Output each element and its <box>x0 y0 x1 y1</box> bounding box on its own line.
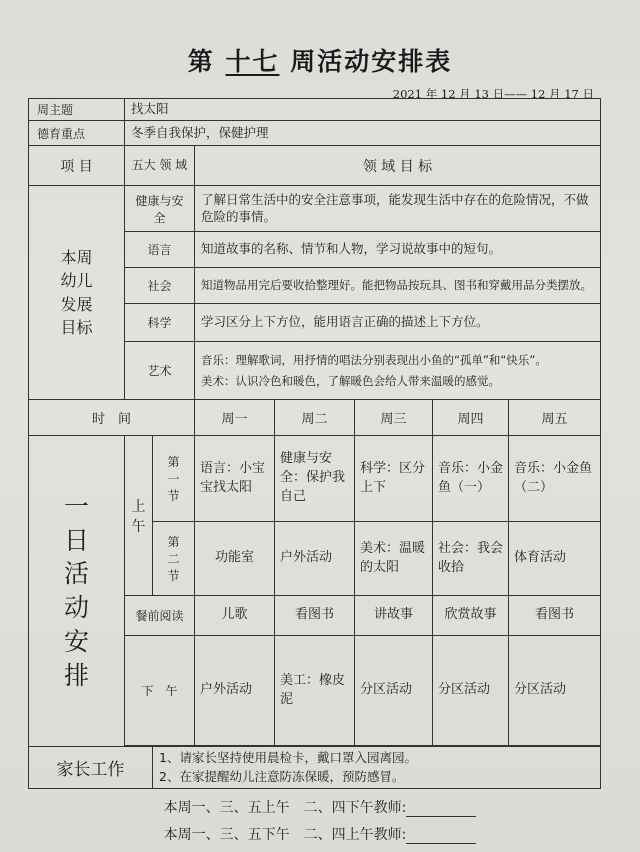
premeal-label: 餐前阅读 <box>125 596 195 636</box>
moral-value: 冬季自我保护，保健护理 <box>125 121 601 146</box>
domain-row <box>29 186 601 232</box>
thu-afternoon: 分区活动 <box>433 636 509 746</box>
morning-label: 上午 <box>125 436 153 596</box>
afternoon-label: 下 午 <box>125 636 195 746</box>
item-header: 项 目 <box>29 146 125 186</box>
parent-label: 家长工作 <box>29 747 153 789</box>
fri-afternoon: 分区活动 <box>509 636 601 746</box>
page-title: 第 十七 周活动安排表 <box>187 47 453 76</box>
time-header: 时 间 <box>29 400 195 436</box>
day-thu: 周四 <box>433 400 509 436</box>
tue-afternoon: 美工：橡皮泥 <box>275 636 355 746</box>
domains-header: 五大 领 域 <box>125 146 195 186</box>
parent-item: 1、请家长坚持使用晨检卡，戴口罩入园离园。 <box>159 750 417 766</box>
domain-social: 社会 <box>125 268 195 304</box>
parent-item: 2、在家提醒幼儿注意防冻保暖，预防感冒。 <box>159 768 405 784</box>
parent-row <box>29 747 601 789</box>
thu-session2: 社会：我会收拾 <box>433 522 509 596</box>
fri-session2: 体育活动 <box>509 522 601 596</box>
wed-session1: 科学：区分上下 <box>355 436 433 522</box>
goal-science: 学习区分上下方位，能用语言正确的描述上下方位。 <box>195 304 601 342</box>
day-mon: 周一 <box>195 400 275 436</box>
mon-session1: 语言：小宝宝找太阳 <box>195 436 275 522</box>
day-header-row <box>29 400 601 436</box>
tue-session2: 户外活动 <box>275 522 355 596</box>
goal-art-music: 音乐：理解歌词，用抒情的唱法分别表现出小鱼的“孤单”和“快乐”。 <box>201 352 547 367</box>
domain-language: 语言 <box>125 232 195 268</box>
mon-afternoon: 户外活动 <box>195 636 275 746</box>
moral-row <box>29 121 601 146</box>
header-row <box>29 146 601 186</box>
parent-items <box>153 747 601 789</box>
domain-science: 科学 <box>125 304 195 342</box>
daily-schedule-label: 一日活动安排 <box>29 436 125 747</box>
theme-row <box>29 99 601 121</box>
section1-label: 第一节 <box>153 436 195 522</box>
domain-health: 健康与安全 <box>125 186 195 232</box>
domain-art: 艺术 <box>125 342 195 400</box>
day-fri: 周五 <box>509 400 601 436</box>
mon-premeal: 儿歌 <box>195 596 275 636</box>
fri-session1: 音乐：小金鱼（二） <box>509 436 601 522</box>
wed-afternoon: 分区活动 <box>355 636 433 746</box>
footer-line-2: 本周一、三、五下午 二、四上午教师: <box>0 824 640 844</box>
section2-label: 第二节 <box>153 522 195 596</box>
wed-session2: 美术：温暖的太阳 <box>355 522 433 596</box>
day-tue: 周二 <box>275 400 355 436</box>
theme-value: 找太阳 <box>125 99 601 121</box>
goal-art <box>195 342 601 400</box>
signature-blank <box>406 802 476 817</box>
wed-premeal: 讲故事 <box>355 596 433 636</box>
day-wed: 周三 <box>355 400 433 436</box>
goal-health: 了解日常生活中的安全注意事项，能发现生活中存在的危险情况，不做危险的事情。 <box>195 186 601 232</box>
tue-session1: 健康与安全：保护我自己 <box>275 436 355 522</box>
thu-premeal: 欣赏故事 <box>433 596 509 636</box>
goal-art-drawing: 美术：认识冷色和暖色，了解暖色会给人带来温暖的感觉。 <box>201 373 500 388</box>
moral-label: 德育重点 <box>29 121 125 146</box>
weekly-goals-label: 本周幼儿发展目标 <box>29 186 125 400</box>
signature-blank <box>406 829 476 844</box>
fri-premeal: 看图书 <box>509 596 601 636</box>
footer-line-1: 本周一、三、五上午 二、四下午教师: <box>0 797 640 817</box>
date-range: 2021 年 12 月 13 日—— 12 月 17 日 <box>392 87 594 101</box>
session1-row <box>29 436 601 522</box>
theme-label: 周主题 <box>29 99 125 121</box>
goal-social: 知道物品用完后要收拾整理好。能把物品按玩具、图书和穿戴用品分类摆放。 <box>195 268 601 304</box>
goal-language: 知道故事的名称、情节和人物，学习说故事中的短句。 <box>195 232 601 268</box>
mon-session2: 功能室 <box>195 522 275 596</box>
schedule-table <box>28 98 601 789</box>
goals-header: 领 域 目 标 <box>195 146 601 186</box>
tue-premeal: 看图书 <box>275 596 355 636</box>
thu-session1: 音乐：小金鱼（一） <box>433 436 509 522</box>
